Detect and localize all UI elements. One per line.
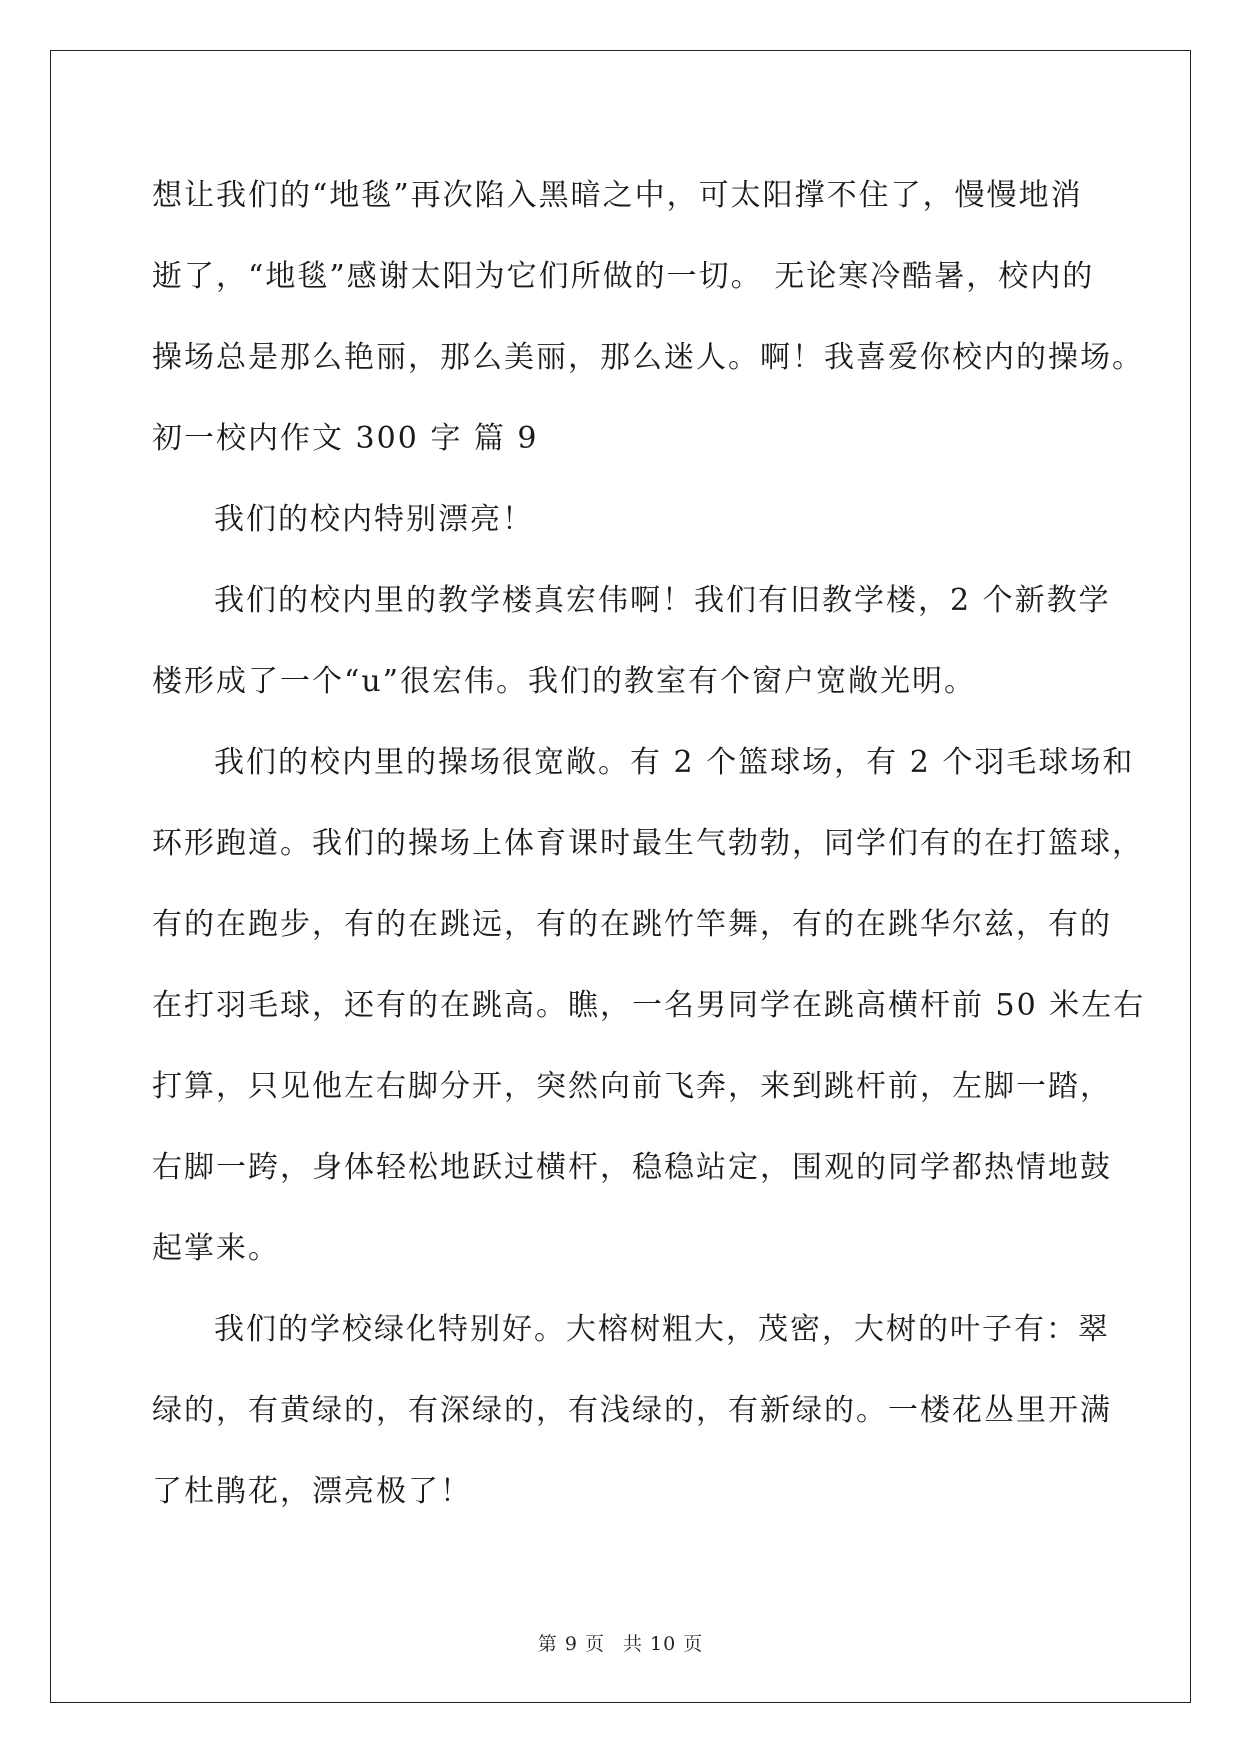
text-line: 了杜鹃花，漂亮极了！ xyxy=(152,1474,472,1509)
document-body xyxy=(152,155,1146,1532)
text-line: 我们的校内里的教学楼真宏伟啊！我们有旧教学楼，2 个新教学 xyxy=(214,583,1111,618)
page-footer xyxy=(0,1629,1241,1656)
page-total: 共 10 页 xyxy=(622,1633,704,1655)
section-heading: 初一校内作文 300 字 篇 9 xyxy=(152,421,539,456)
page-number: 第 9 页 xyxy=(537,1633,605,1655)
text-line: 我们的校内里的操场很宽敞。有 2 个篮球场，有 2 个羽毛球场和 xyxy=(214,745,1135,780)
text-line: 绿的，有黄绿的，有深绿的，有浅绿的，有新绿的。一楼花丛里开满 xyxy=(152,1393,1112,1428)
text-line: 起掌来。 xyxy=(152,1231,280,1266)
text-line: 我们的校内特别漂亮！ xyxy=(214,502,534,537)
text-line: 有的在跑步，有的在跳远，有的在跳竹竿舞，有的在跳华尔兹，有的 xyxy=(152,907,1112,942)
text-line: 打算，只见他左右脚分开，突然向前飞奔，来到跳杆前，左脚一踏， xyxy=(152,1069,1112,1104)
text-line: 逝了，“地毯”感谢太阳为它们所做的一切。 无论寒冷酷暑，校内的 xyxy=(152,259,1095,294)
text-line: 我们的学校绿化特别好。大榕树粗大，茂密，大树的叶子有：翠 xyxy=(214,1312,1110,1347)
text-line: 楼形成了一个“u”很宏伟。我们的教室有个窗户宽敞光明。 xyxy=(152,664,976,699)
text-line: 想让我们的“地毯”再次陷入黑暗之中，可太阳撑不住了，慢慢地消 xyxy=(152,178,1083,213)
text-line: 在打羽毛球，还有的在跳高。瞧，一名男同学在跳高横杆前 50 米左右 xyxy=(152,988,1146,1023)
text-line: 操场总是那么艳丽，那么美丽，那么迷人。啊！我喜爱你校内的操场。 xyxy=(152,340,1144,375)
text-line: 右脚一跨，身体轻松地跃过横杆，稳稳站定，围观的同学都热情地鼓 xyxy=(152,1150,1112,1185)
text-line: 环形跑道。我们的操场上体育课时最生气勃勃，同学们有的在打篮球， xyxy=(152,826,1144,861)
